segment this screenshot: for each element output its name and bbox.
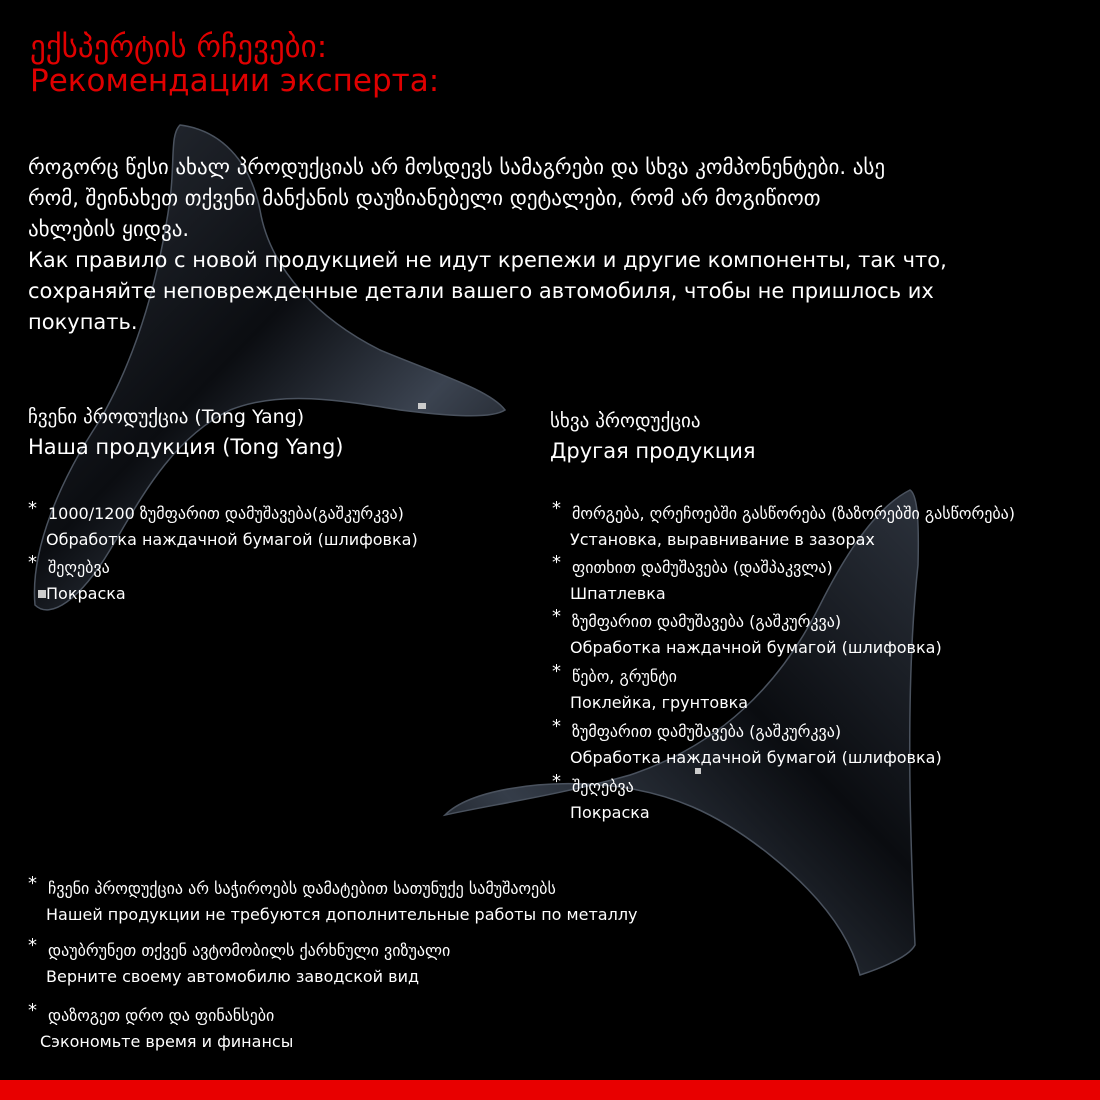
ours-heading-ru: Наша продукция (Tong Yang) (28, 435, 344, 459)
intro-text (28, 152, 947, 338)
list-item (28, 554, 126, 607)
benefit-item (28, 875, 638, 928)
item-ru: Шпатлевка (570, 584, 666, 603)
benefit-ge: დაუბრუნეთ თქვენ ავტომობილს ქარხნული ვიზუალი (48, 941, 451, 960)
item-ge: შეღებვა (572, 777, 634, 796)
item-ru: Обработка наждачной бумагой (шлифовка) (46, 530, 418, 549)
bullet-star: * (28, 935, 37, 956)
page-title (30, 30, 439, 98)
item-ru: Покраска (46, 584, 126, 603)
bullet-star: * (552, 771, 561, 792)
title-russian: Рекомендации эксперта: (30, 63, 440, 99)
item-ge: წებო, გრუნტი (572, 667, 677, 686)
item-ge: 1000/1200 ზუმფარით დამუშავება(გაშკურკვა) (48, 504, 404, 523)
item-ge: ზუმფარით დამუშავება (გაშკურკვა) (572, 722, 842, 741)
ours-heading (28, 402, 343, 462)
bullet-star: * (552, 498, 561, 519)
item-ge: მორგება, ღრეჩოებში გასწორება (ზაზორებში გასწორება) (572, 504, 1015, 523)
intro-ru-line: Как правило с новой продукцией не идут крепежи и другие компоненты, так что, (28, 248, 947, 272)
intro-ge-line: რომ, შეინახეთ თქვენი მანქანის დაუზიანებელი დეტალები, რომ არ მოგიწიოთ (28, 186, 821, 210)
other-heading-ru: Другая продукция (550, 439, 756, 463)
item-ru: Установка, выравнивание в зазорах (570, 530, 875, 549)
item-ge: შეღებვა (48, 558, 110, 577)
benefit-ge: ჩვენი პროდუქცია არ საჭიროებს დამატებით სათუნუქე სამუშაოებს (48, 879, 556, 898)
benefit-ru: Верните своему автомобилю заводской вид (46, 967, 420, 986)
item-ge: ზუმფარით დამუშავება (გაშკურკვა) (572, 612, 842, 631)
item-ru: Поклейка, грунтовка (570, 693, 749, 712)
bullet-star: * (552, 606, 561, 627)
item-ru: Обработка наждачной бумагой (шлифовка) (570, 748, 942, 767)
item-ru: Обработка наждачной бумагой (шлифовка) (570, 638, 942, 657)
list-item (552, 608, 942, 661)
bullet-star: * (28, 552, 37, 573)
list-item (552, 663, 748, 716)
bullet-star: * (28, 1000, 37, 1021)
benefit-item (28, 1002, 293, 1055)
bullet-star: * (28, 498, 37, 519)
bullet-star: * (552, 552, 561, 573)
title-georgian: ექსპერტის რჩევები: (30, 29, 328, 65)
benefit-ru: Сэкономьте время и финансы (40, 1032, 294, 1051)
intro-ru-line: покупать. (28, 310, 138, 334)
benefit-item (28, 937, 450, 990)
intro-ru-line: сохраняйте неповрежденные детали вашего автомобиля, чтобы не пришлось их (28, 279, 934, 303)
benefit-ge: დაზოგეთ დრო და ფინანსები (48, 1006, 275, 1025)
list-item (552, 773, 650, 826)
item-ru: Покраска (570, 803, 650, 822)
other-heading (550, 406, 756, 466)
bullet-star: * (552, 661, 561, 682)
bullet-star: * (28, 873, 37, 894)
list-item (28, 500, 418, 553)
other-heading-ge: სხვა პროდუქცია (550, 410, 701, 432)
benefit-ru: Нашей продукции не требуются дополнительные работы по металлу (46, 905, 638, 924)
bullet-star: * (552, 716, 561, 737)
item-ge: ფითხით დამუშავება (დაშპაკვლა) (572, 558, 833, 577)
list-item (552, 500, 1015, 553)
list-item (552, 718, 942, 771)
list-item (552, 554, 833, 607)
intro-ge-line: როგორც წესი ახალ პროდუქციას არ მოსდევს სამაგრები და სხვა კომპონენტები. ასე (28, 155, 886, 179)
intro-ge-line: ახლების ყიდვა. (28, 217, 190, 241)
ours-heading-ge: ჩვენი პროდუქცია (Tong Yang) (28, 406, 305, 428)
footer-accent-bar (0, 1080, 1100, 1100)
